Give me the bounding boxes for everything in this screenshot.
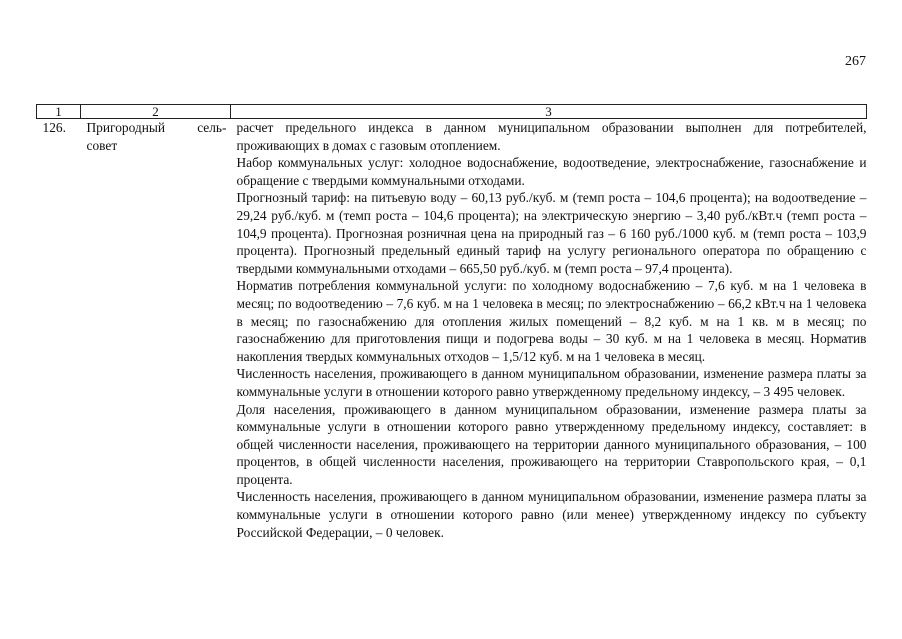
paragraph-forecast-tariff: Прогнозный тариф: на питьевую воду – 60,13 руб./куб. м (темп роста – 104,6 процента); на водоотведение – 29,24 руб./куб. м (темп роста – 104,6 процента); на электрическую энергию – 3,40 руб./кВт.ч (темп роста – 104,9 процента). Прогнозная розничная цена на природный газ – 6 160 руб./1000 куб. м (темп роста – 103,9 процента). Прогнозный предельный единый тариф на услугу регионального оператора по обращению с твердыми коммунальными отходами – 665,50 руб./куб. м (темп роста – 97,4 процента).: [236, 190, 867, 276]
table-row: [37, 119, 867, 542]
paragraph-population-below-index: Численность населения, проживающего в данном муниципальном образовании, изменение размера платы за коммунальные услуги в отношении которого равно (или менее) утвержденному индексу по субъекту Российской Федерации, – 0 человек.: [236, 489, 867, 540]
description-cell: [231, 119, 867, 542]
document-table: [36, 104, 867, 541]
paragraph-heating-note: расчет предельного индекса в данном муниципальном образовании выполнен для потребителей, проживающих в домах с газовым отоплением.: [236, 120, 867, 153]
column-number-3: 3: [231, 105, 867, 119]
paragraph-population-share: Доля населения, проживающего в данном муниципальном образовании, изменение размера платы за коммунальные услуги в отношении которого равно утвержденному предельному индексу, составляет: в общей численности населения, проживающего на территории данного муниципального образования, – 100 процентов, в общей численности населения, проживающего на территории Ставропольского края, – 0,1 процента.: [236, 401, 867, 487]
page-number: 267: [845, 54, 866, 69]
paragraph-consumption-norm: Норматив потребления коммунальной услуги: по холодному водоснабжению – 7,6 куб. м на 1 человека в месяц; по водоотведению – 7,6 куб. м на 1 человека в месяц; по электроснабжению – 66,2 кВт.ч на 1 человека в месяц; по газоснабжению для отопления жилых помещений – 8,2 куб. м на 1 кв. м в месяц; по газоснабжению для приготовления пищи и подогрева воды – 30 куб. м на 1 человека в месяц. Норматив накопления твердых коммунальных отходов – 1,5/12 куб. м на 1 человека в месяц.: [236, 278, 867, 364]
row-number: 126.: [42, 120, 66, 135]
municipality-name: [81, 119, 231, 542]
table-header: [37, 105, 867, 119]
column-number-2: 2: [81, 105, 231, 119]
paragraph-services-set: Набор коммунальных услуг: холодное водоснабжение, водоотведение, электроснабжение, газоснабжение и обращение с твердыми коммунальными отходами.: [236, 155, 867, 188]
column-number-1: 1: [37, 105, 81, 119]
municipality-name-part1: Пригородный: [86, 120, 166, 135]
municipality-name-part2: сель-: [197, 120, 227, 135]
paragraph-population-count: Численность населения, проживающего в данном муниципальном образовании, изменение размера платы за коммунальные услуги в отношении которого равно утвержденному предельному индексу, – 3 495 человек.: [236, 366, 867, 399]
municipality-name-part3: совет: [86, 137, 118, 153]
